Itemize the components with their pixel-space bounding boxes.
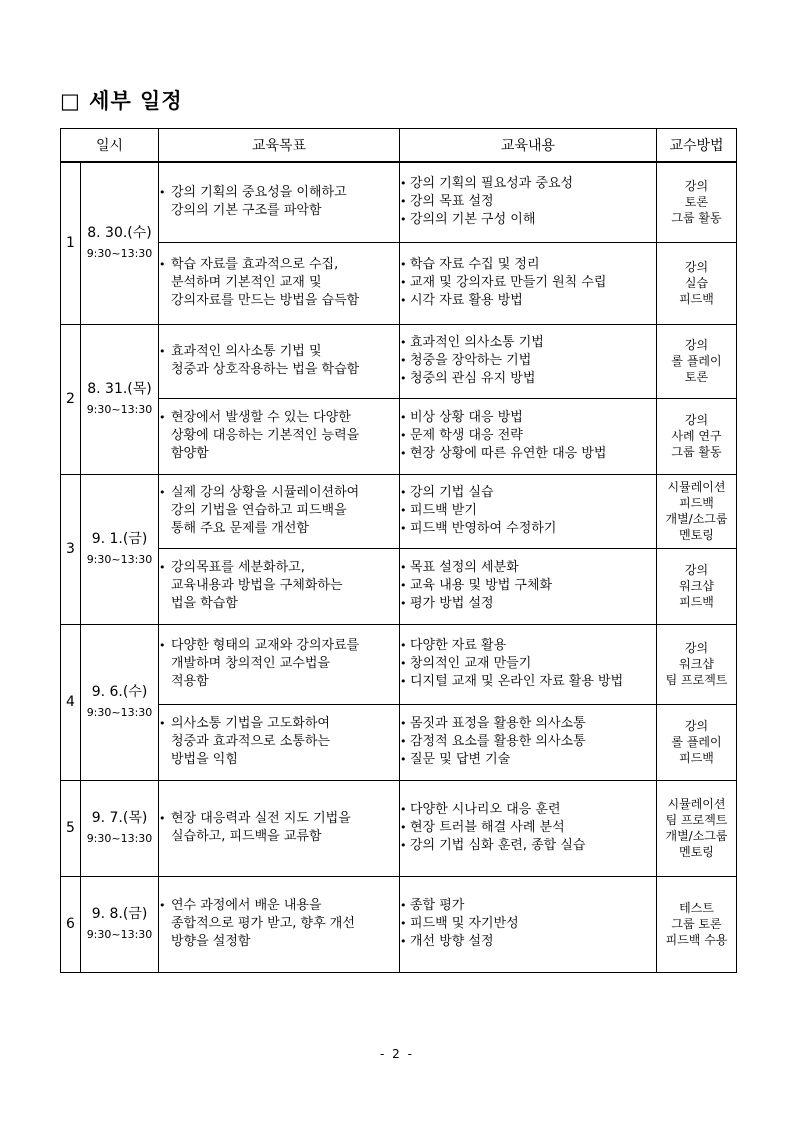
header-goal: 교육목표 (159, 129, 400, 163)
day-date-cell (81, 324, 159, 474)
method-cell (657, 704, 737, 780)
method-cell (657, 242, 737, 324)
content-item: 교육 내용 및 방법 구체화 (410, 578, 553, 593)
content-cell (400, 324, 657, 398)
goal-line: 종합적으로 평가 받고, 향후 개선 (171, 916, 355, 931)
day-number: 4 (61, 624, 81, 780)
method-item: 멘토링 (679, 528, 714, 542)
list-item (400, 193, 656, 211)
bullet-icon: • (400, 917, 407, 930)
day-number: 6 (61, 876, 81, 972)
goal-cell (159, 780, 400, 876)
table-row (61, 242, 737, 324)
table-row (61, 704, 737, 780)
goal-cell (159, 548, 400, 624)
day-date: 8. 30.(수) (87, 225, 152, 242)
day-date-cell (81, 876, 159, 972)
day-time: 9:30~13:30 (86, 928, 153, 941)
content-cell (400, 242, 657, 324)
bullet-icon: • (400, 561, 407, 574)
content-item: 개선 방향 설정 (410, 934, 494, 949)
goal-line: 방법을 익힘 (171, 752, 238, 767)
list-item (400, 897, 656, 915)
method-item: 개별/소그룹 (665, 829, 728, 843)
day-date-cell (81, 162, 159, 324)
day-date-cell (81, 474, 159, 624)
goal-line: 교육내용과 방법을 구체화하는 (171, 578, 343, 593)
content-item: 감정적 요소를 활용한 의사소통 (410, 734, 586, 749)
content-item: 질문 및 답변 기술 (410, 752, 511, 767)
day-time: 9:30~13:30 (86, 706, 153, 719)
bullet-icon: • (400, 213, 407, 227)
goal-cell (159, 242, 400, 324)
method-item: 사례 연구 (671, 429, 722, 443)
bullet-icon: • (400, 675, 407, 688)
method-cell (657, 548, 737, 624)
bullet-icon: • (400, 735, 407, 748)
day-date: 9. 8.(금) (91, 906, 148, 922)
content-item: 창의적인 교재 만들기 (410, 656, 532, 671)
list-item (400, 352, 656, 370)
bullet-icon: • (159, 639, 166, 652)
bullet-icon: • (159, 717, 166, 730)
header-method: 교수방법 (657, 129, 737, 163)
bullet-icon: • (159, 345, 166, 358)
bullet-icon: • (400, 294, 407, 307)
goal-line: 통해 주요 문제를 개선함 (171, 521, 309, 536)
method-item: 강의 (684, 260, 709, 274)
goal-cell (159, 398, 400, 474)
method-cell (657, 324, 737, 398)
list-item (400, 211, 656, 229)
method-item: 피드백 수용 (665, 933, 728, 947)
list-item (400, 175, 656, 193)
bullet-icon: • (400, 354, 407, 367)
content-item: 강의 목표 설정 (410, 194, 494, 210)
goal-line: 강의의 기본 구조를 파악함 (171, 203, 322, 219)
method-item: 그룹 활동 (671, 211, 722, 226)
goal-line: 법을 학습함 (171, 596, 238, 611)
goal-line: 연수 과정에서 배운 내용을 (171, 898, 322, 913)
list-item (400, 595, 656, 613)
bullet-icon: • (400, 657, 407, 670)
method-cell (657, 780, 737, 876)
method-item: 팀 프로젝트 (665, 673, 728, 687)
bullet-icon: • (400, 504, 407, 517)
bullet-icon: • (400, 597, 407, 610)
goal-cell (159, 324, 400, 398)
bullet-icon: • (400, 639, 407, 652)
list-item (400, 715, 656, 733)
list-item (400, 933, 656, 951)
day-date-cell (81, 624, 159, 780)
content-item: 목표 설정의 세분화 (410, 560, 519, 575)
content-cell (400, 162, 657, 242)
table-row (61, 876, 737, 972)
method-item: 그룹 토론 (671, 917, 722, 931)
method-item: 강의 (684, 563, 709, 577)
goal-cell (159, 704, 400, 780)
table-row (61, 624, 737, 704)
content-item: 피드백 받기 (410, 503, 477, 518)
day-date: 9. 6.(수) (91, 684, 148, 700)
goal-line: 강의 기법을 연습하고 피드백을 (171, 503, 347, 518)
bullet-icon: • (159, 486, 166, 499)
schedule-body (61, 162, 737, 972)
method-item: 강의 (684, 338, 709, 352)
content-item: 시각 자료 활용 방법 (410, 293, 523, 308)
bullet-icon: • (400, 411, 407, 424)
day-date-cell (81, 780, 159, 876)
bullet-icon: • (159, 899, 166, 912)
bullet-icon: • (400, 839, 407, 852)
content-item: 청중의 관심 유지 방법 (410, 371, 536, 386)
bullet-icon: • (400, 899, 407, 912)
method-item: 그룹 활동 (671, 445, 722, 459)
bullet-icon: • (400, 258, 407, 271)
table-row (61, 398, 737, 474)
method-cell (657, 876, 737, 972)
bullet-icon: • (159, 186, 166, 200)
content-item: 교재 및 강의자료 만들기 원칙 수립 (410, 275, 607, 290)
method-item: 피드백 (679, 496, 714, 510)
bullet-icon: • (400, 753, 407, 766)
content-item: 문제 학생 대응 전략 (410, 428, 523, 443)
content-item: 다양한 시나리오 대응 훈련 (410, 802, 561, 817)
table-header-row (61, 129, 737, 163)
day-time: 9:30~13:30 (86, 403, 153, 416)
method-item: 강의 (684, 413, 709, 427)
content-cell (400, 548, 657, 624)
content-cell (400, 624, 657, 704)
list-item (400, 577, 656, 595)
goal-line: 현장에서 발생할 수 있는 다양한 (171, 410, 351, 425)
goal-line: 학습 자료를 효과적으로 수집, (171, 257, 339, 272)
day-date: 9. 1.(금) (91, 531, 148, 547)
goal-cell (159, 474, 400, 548)
method-cell (657, 398, 737, 474)
goal-line: 현장 대응력과 실전 지도 기법을 (171, 811, 351, 826)
content-item: 종합 평가 (410, 898, 465, 913)
content-item: 비상 상황 대응 방법 (410, 410, 523, 425)
goal-line: 적용함 (171, 674, 209, 689)
goal-line: 방향을 설정함 (171, 934, 251, 949)
list-item (400, 837, 656, 855)
method-item: 개별/소그룹 (665, 512, 728, 526)
method-cell (657, 624, 737, 704)
list-item (400, 370, 656, 388)
content-cell (400, 780, 657, 876)
goal-line: 효과적인 의사소통 기법 및 (171, 344, 322, 359)
list-item (400, 637, 656, 655)
bullet-icon: • (400, 821, 407, 834)
bullet-icon: • (400, 486, 407, 499)
day-number: 5 (61, 780, 81, 876)
content-item: 효과적인 의사소통 기법 (410, 335, 544, 350)
table-row (61, 324, 737, 398)
content-item: 다양한 자료 활용 (410, 638, 507, 653)
method-item: 워크샵 (679, 579, 714, 593)
content-item: 평가 방법 설정 (410, 596, 494, 611)
goal-line: 의사소통 기법을 고도화하여 (171, 716, 330, 731)
list-item (400, 559, 656, 577)
method-item: 토론 (684, 370, 709, 384)
schedule-table (60, 128, 737, 973)
page-number: - 2 - (380, 1047, 414, 1061)
content-item: 현장 트러블 해결 사례 분석 (410, 820, 565, 835)
bullet-icon: • (159, 258, 166, 271)
content-item: 현장 상황에 따른 유연한 대응 방법 (410, 446, 607, 461)
goal-line: 상황에 대응하는 기본적인 능력을 (171, 428, 360, 443)
method-item: 피드백 (679, 595, 714, 609)
content-cell (400, 474, 657, 548)
bullet-icon: • (400, 447, 407, 460)
content-cell (400, 704, 657, 780)
goal-cell (159, 876, 400, 972)
bullet-icon: • (400, 803, 407, 816)
content-item: 디지털 교재 및 온라인 자료 활용 방법 (410, 674, 624, 689)
day-time: 9:30~13:30 (86, 832, 153, 845)
content-item: 청중을 장악하는 기법 (410, 353, 532, 368)
goal-line: 실습하고, 피드백을 교류함 (171, 829, 322, 844)
table-row (61, 780, 737, 876)
content-item: 강의 기획의 필요성과 중요성 (410, 176, 574, 192)
goal-line: 청중과 효과적으로 소통하는 (171, 734, 330, 749)
list-item (400, 445, 656, 463)
list-item (400, 274, 656, 292)
content-item: 강의 기법 심화 훈련, 종합 실습 (410, 838, 586, 853)
list-item (400, 520, 656, 538)
list-item (400, 733, 656, 751)
method-item: 시뮬레이션 (667, 797, 726, 811)
goal-line: 청중과 상호작용하는 법을 학습함 (171, 362, 360, 377)
content-cell (400, 398, 657, 474)
table-row (61, 474, 737, 548)
goal-line: 실제 강의 상황을 시뮬레이션하여 (171, 485, 360, 500)
list-item (400, 409, 656, 427)
content-item: 학습 자료 수집 및 정리 (410, 257, 540, 272)
content-item: 강의의 기본 구성 이해 (410, 212, 536, 228)
bullet-icon: • (159, 411, 166, 424)
goal-line: 함양함 (171, 446, 209, 461)
day-number: 3 (61, 474, 81, 624)
method-item: 피드백 (679, 751, 714, 765)
day-time: 9:30~13:30 (86, 553, 153, 566)
day-date: 8. 31.(목) (87, 381, 152, 397)
table-row (61, 548, 737, 624)
goal-line: 강의자료를 만드는 방법을 습득함 (171, 293, 360, 308)
day-number: 2 (61, 324, 81, 474)
goal-line: 강의 기획의 중요성을 이해하고 (171, 185, 347, 201)
list-item (400, 292, 656, 310)
bullet-icon: • (400, 935, 407, 948)
day-number: 1 (61, 162, 81, 324)
method-item: 시뮬레이션 (667, 480, 726, 494)
goal-line: 분석하며 기본적인 교재 및 (171, 275, 322, 290)
list-item (400, 751, 656, 769)
method-item: 테스트 (679, 901, 714, 915)
method-item: 워크샵 (679, 657, 714, 671)
content-cell (400, 876, 657, 972)
list-item (400, 673, 656, 691)
goal-cell (159, 624, 400, 704)
method-item: 롤 플레이 (671, 354, 722, 368)
bullet-icon: • (400, 522, 407, 535)
goal-line: 강의목표를 세분화하고, (171, 560, 305, 575)
method-item: 토론 (684, 195, 709, 210)
list-item (400, 334, 656, 352)
method-item: 실습 (684, 276, 709, 290)
content-item: 피드백 반영하여 수정하기 (410, 521, 557, 536)
header-content: 교육내용 (400, 129, 657, 163)
bullet-icon: • (400, 579, 407, 592)
bullet-icon: • (159, 561, 166, 574)
section-heading: □ 세부 일정 (60, 89, 183, 113)
list-item (400, 484, 656, 502)
content-item: 피드백 및 자기반성 (410, 916, 519, 931)
goal-cell (159, 162, 400, 242)
bullet-icon: • (400, 429, 407, 442)
list-item (400, 502, 656, 520)
content-item: 강의 기법 실습 (410, 485, 494, 500)
bullet-icon: • (159, 812, 166, 825)
list-item (400, 801, 656, 819)
content-item: 몸짓과 표정을 활용한 의사소통 (410, 716, 586, 731)
goal-line: 다양한 형태의 교재와 강의자료를 (171, 638, 360, 653)
list-item (400, 819, 656, 837)
method-item: 멘토링 (679, 845, 714, 859)
list-item (400, 915, 656, 933)
method-cell (657, 162, 737, 242)
bullet-icon: • (400, 336, 407, 349)
method-item: 강의 (684, 641, 709, 655)
method-item: 강의 (684, 719, 709, 733)
table-row (61, 162, 737, 242)
method-item: 피드백 (679, 292, 714, 306)
bullet-icon: • (400, 276, 407, 289)
method-item: 팀 프로젝트 (665, 813, 728, 827)
bullet-icon: • (400, 195, 407, 209)
method-cell (657, 474, 737, 548)
list-item (400, 655, 656, 673)
method-item: 강의 (684, 179, 709, 194)
bullet-icon: • (400, 177, 407, 191)
bullet-icon: • (400, 717, 407, 730)
day-date: 9. 7.(목) (91, 810, 148, 826)
day-time: 9:30~13:30 (86, 247, 153, 261)
goal-line: 개발하며 창의적인 교수법을 (171, 656, 330, 671)
method-item: 롤 플레이 (671, 735, 722, 749)
list-item (400, 256, 656, 274)
header-datetime: 일시 (61, 129, 159, 163)
list-item (400, 427, 656, 445)
bullet-icon: • (400, 372, 407, 385)
